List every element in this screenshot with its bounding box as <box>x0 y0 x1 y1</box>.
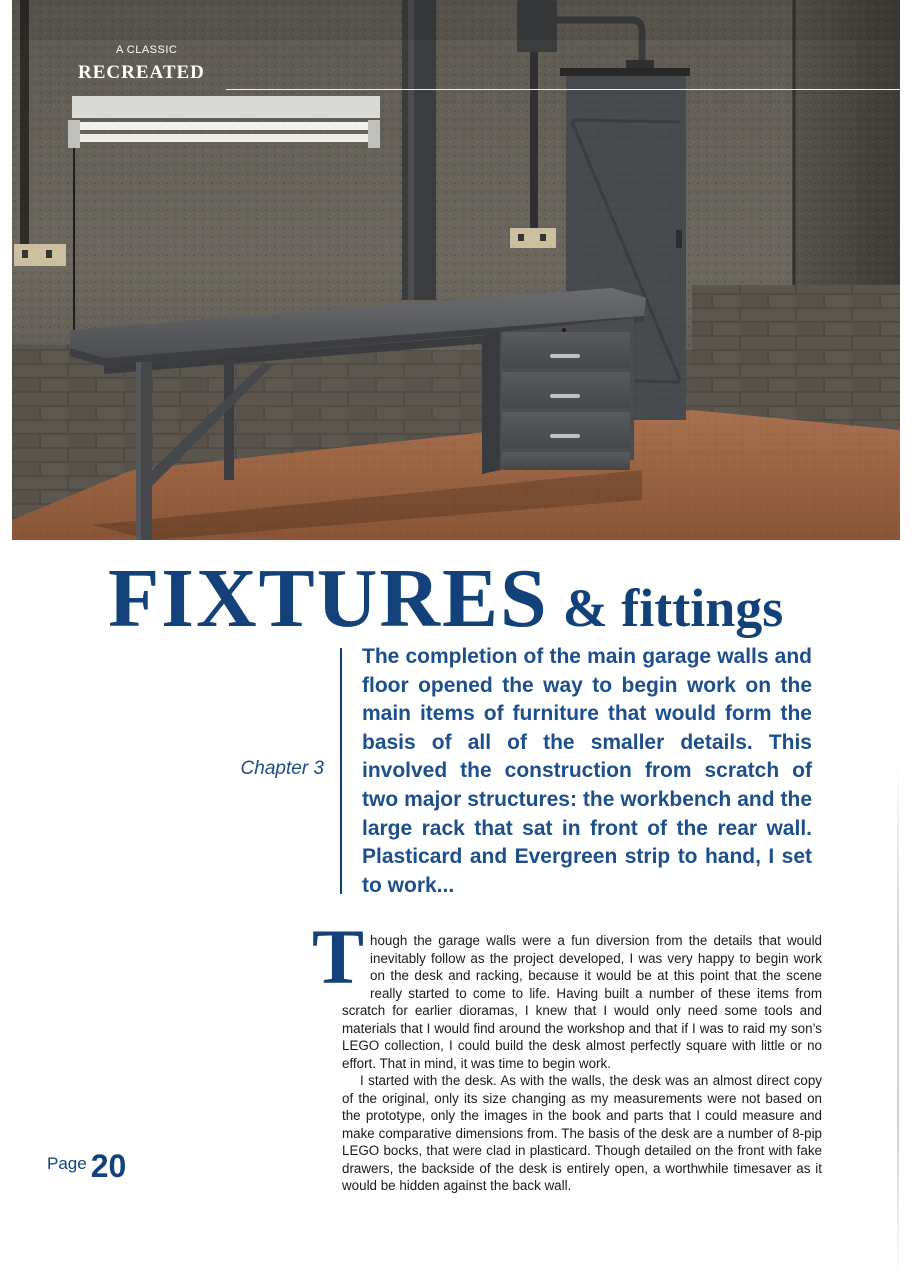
article-body <box>312 913 822 1195</box>
chapter-label: Chapter 3 <box>240 758 324 779</box>
body-paragraph-1 <box>312 913 822 1072</box>
running-head-small: A CLASSIC <box>116 44 178 56</box>
title-sub: & fittings <box>562 578 784 638</box>
running-head-large: RECREATED <box>78 62 205 83</box>
page-number-value: 20 <box>90 1148 127 1184</box>
page-edge-shadow <box>897 760 899 1280</box>
body-paragraph-2: I started with the desk. As with the walls, the desk was an almost direct copy of the original, only its size changing as my measurements were not based on the prototype, only the images in the book and parts that I could measure and make comparative dimensions from. The basis of the desk are a number of 8-pip LEGO bocks, that were clad in plasticard. Though detailed on the front with fake drawers, the backside of the desk is entirely open, a worthwhile timesaver as it would be hidden against the back wall. <box>342 1073 822 1193</box>
running-head-rule <box>226 89 900 90</box>
intro-standfirst: The completion of the main garage walls and floor opened the way to begin work on the main items of furniture that would form the basis of all of the smaller details. This involved the construction from scratch of two major structures: the workbench and the large rack that sat in front of the rear wall. Plasticard and Evergreen strip to hand, I set to work... <box>362 645 812 897</box>
title-main: FIXTURES <box>108 552 549 645</box>
body-paragraph-1-text: hough the garage walls were a fun diversion from the details that would inevitably follow as the project developed, I was very happy to begin work on the desk and racking, because it would be at this point that the scene really started to come to life. Having built a number of these items from scratch for earlier dioramas, I knew that I would only need some tools and materials that I would find around the workshop and that if I was to raid my son’s LEGO collection, I could build the desk almost perfectly square with little or no effort. That in mind, it was time to begin work. <box>342 933 822 1071</box>
page-label: Page <box>47 1154 87 1173</box>
drop-cap: T <box>312 913 365 1000</box>
page-number <box>47 1148 126 1185</box>
article-title <box>108 550 783 647</box>
intro-divider <box>340 648 342 894</box>
